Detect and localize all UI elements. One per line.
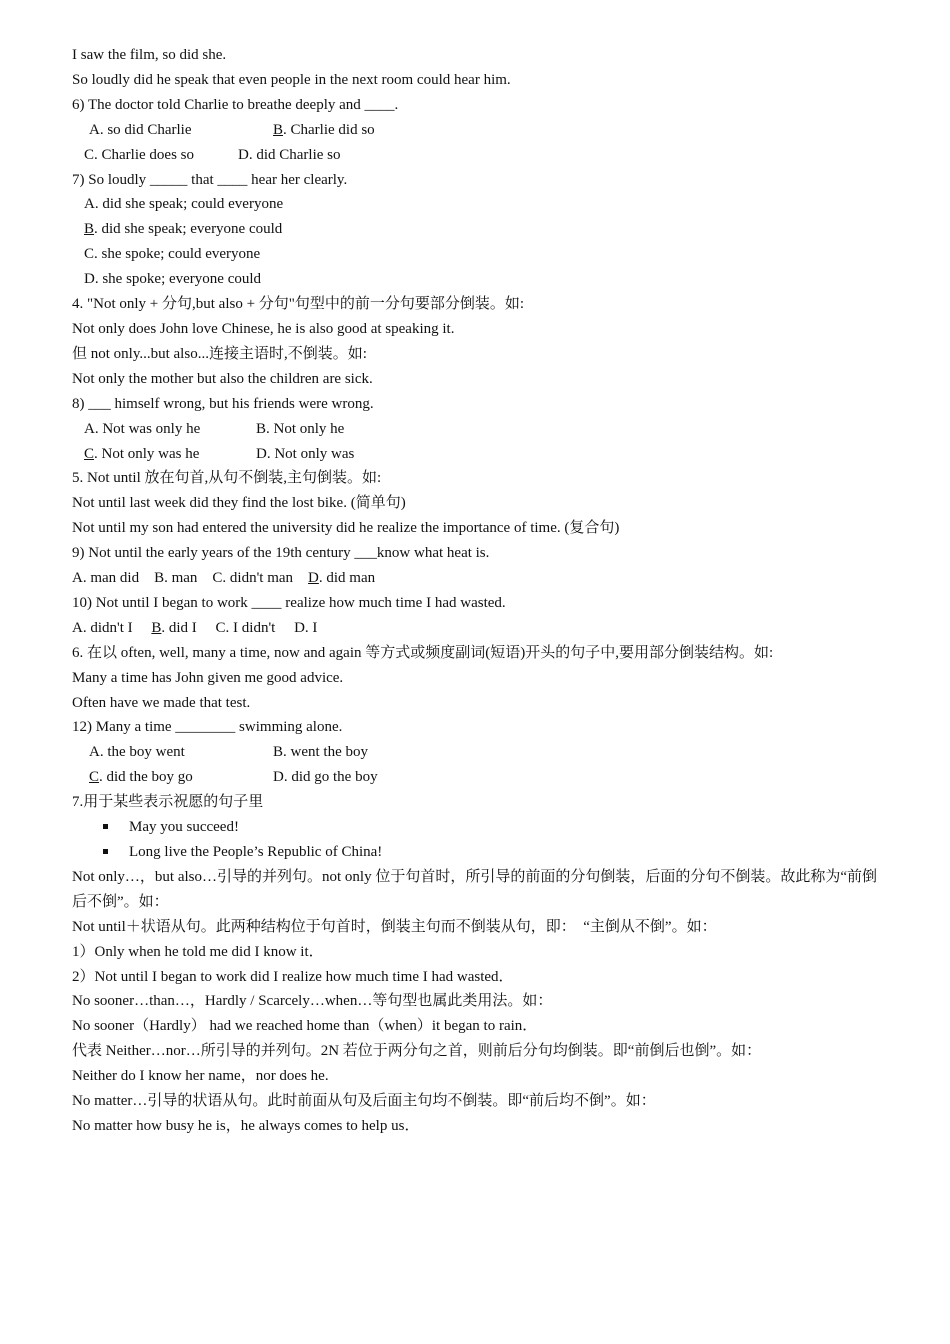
question-8-options-row2 bbox=[72, 442, 884, 467]
option-c: C. she spoke; could everyone bbox=[84, 246, 261, 263]
example: 2）Not until I began to work did I realize how much time I had wasted． bbox=[72, 968, 514, 985]
example: Neither do I know her name，nor does he. bbox=[72, 1068, 329, 1085]
question-10: 10) Not until I began to work ____ realize how much time I had wasted. bbox=[72, 594, 506, 611]
option-d: D. Not only was bbox=[256, 445, 355, 462]
paragraph: Not until＋状语从句。此两种结构位于句首时，倒装主句而不倒装从句，即： “主倒从不倒”。如： bbox=[72, 918, 717, 935]
question-8: 8) ___ himself wrong, but his friends were wrong. bbox=[72, 395, 374, 412]
option-b: B. Not only he bbox=[256, 420, 345, 437]
bullet-item: May you succeed! bbox=[72, 815, 884, 840]
bullet-square-icon bbox=[103, 849, 108, 854]
paragraph: No matter…引导的状语从句。此时前面从句及后面主句均不倒装。即“前后均不倒”。如： bbox=[72, 1093, 656, 1110]
answer-letter: C bbox=[89, 769, 100, 786]
question-12: 12) Many a time ________ swimming alone. bbox=[72, 719, 343, 736]
question-12-options-row2 bbox=[72, 765, 884, 790]
paragraph: Not only…，but also…引导的并列句。not only 位于句首时，所引导的前面的分句倒装，后面的分句不倒装。故此称为“前倒后不倒”。如： bbox=[72, 868, 877, 910]
question-6-options-row1 bbox=[72, 118, 884, 143]
option-d: D. did Charlie so bbox=[238, 146, 341, 163]
paragraph: 代表 Neither…nor…所引导的并列句。2N 若位于两分句之首，则前后分句均倒装。即“前倒后也倒”。如： bbox=[72, 1043, 762, 1060]
question-6: 6) The doctor told Charlie to breathe deeply and ____. bbox=[72, 96, 399, 113]
example: No sooner（Hardly） had we reached home than（when）it began to rain． bbox=[72, 1018, 538, 1035]
question-9: 9) Not until the early years of the 19th century ___know what heat is. bbox=[72, 545, 490, 562]
question-9-options: A. man did B. man C. didn't man D. did man bbox=[72, 570, 376, 587]
bullet-square-icon bbox=[103, 824, 108, 829]
option-c: C. Charlie does so bbox=[84, 146, 194, 163]
rule-4: 4. "Not only + 分句,but also + 分句"句型中的前一分句要部分倒装。如: bbox=[72, 296, 525, 313]
option-d: D. she spoke; everyone could bbox=[84, 271, 262, 288]
option-b: B. Charlie did so bbox=[273, 121, 375, 138]
option-d: D. did go the boy bbox=[273, 769, 378, 786]
question-12-options-row1 bbox=[72, 740, 884, 765]
answer-letter: B bbox=[273, 121, 284, 138]
option-a: A. the boy went bbox=[89, 744, 185, 761]
option-a: A. so did Charlie bbox=[89, 121, 192, 138]
example: No matter how busy he is，he always comes to help us． bbox=[72, 1117, 420, 1134]
bullet-item: Long live the People’s Republic of China! bbox=[72, 840, 884, 865]
example: Not only the mother but also the children are sick. bbox=[72, 370, 373, 387]
answer-letter: C bbox=[84, 445, 95, 462]
option-c: C. Not only was he bbox=[84, 445, 200, 462]
document-page bbox=[72, 43, 884, 1139]
rule-6: 6. 在以 often, well, many a time, now and again 等方式或频度副词(短语)开头的句子中,要用部分倒装结构。如: bbox=[72, 644, 774, 661]
option-b: B. did she speak; everyone could bbox=[84, 221, 283, 238]
question-8-options-row1 bbox=[72, 417, 884, 442]
answer-letter: B bbox=[151, 619, 162, 636]
example: Often have we made that test. bbox=[72, 694, 251, 711]
example: Many a time has John given me good advice. bbox=[72, 669, 344, 686]
text-line: I saw the film, so did she. bbox=[72, 47, 227, 63]
option-c: C. did the boy go bbox=[89, 769, 193, 786]
example: 1）Only when he told me did I know it． bbox=[72, 943, 324, 960]
text-line: So loudly did he speak that even people in the next room could hear him. bbox=[72, 71, 511, 88]
rule-5: 5. Not until 放在句首,从句不倒装,主句倒装。如: bbox=[72, 470, 382, 487]
example: Not until my son had entered the university did he realize the importance of time. (复合句) bbox=[72, 520, 620, 537]
note: 但 not only...but also...连接主语时,不倒装。如: bbox=[72, 345, 367, 362]
option-a: A. Not was only he bbox=[84, 420, 201, 437]
example: Not until last week did they find the lost bike. (简单句) bbox=[72, 495, 406, 512]
question-7: 7) So loudly _____ that ____ hear her clearly. bbox=[72, 171, 348, 188]
paragraph: No sooner…than…，Hardly / Scarcely…when…等句型也属此类用法。如： bbox=[72, 993, 553, 1010]
option-b: B. went the boy bbox=[273, 744, 368, 761]
option-a: A. did she speak; could everyone bbox=[84, 196, 284, 213]
answer-letter: B bbox=[84, 221, 95, 238]
question-6-options-row2 bbox=[72, 143, 884, 168]
answer-letter: D bbox=[308, 570, 319, 587]
rule-7: 7.用于某些表示祝愿的句子里 bbox=[72, 794, 264, 811]
question-10-options: A. didn't I B. did I C. I didn't D. I bbox=[72, 619, 318, 636]
example: Not only does John love Chinese, he is also good at speaking it. bbox=[72, 320, 455, 337]
